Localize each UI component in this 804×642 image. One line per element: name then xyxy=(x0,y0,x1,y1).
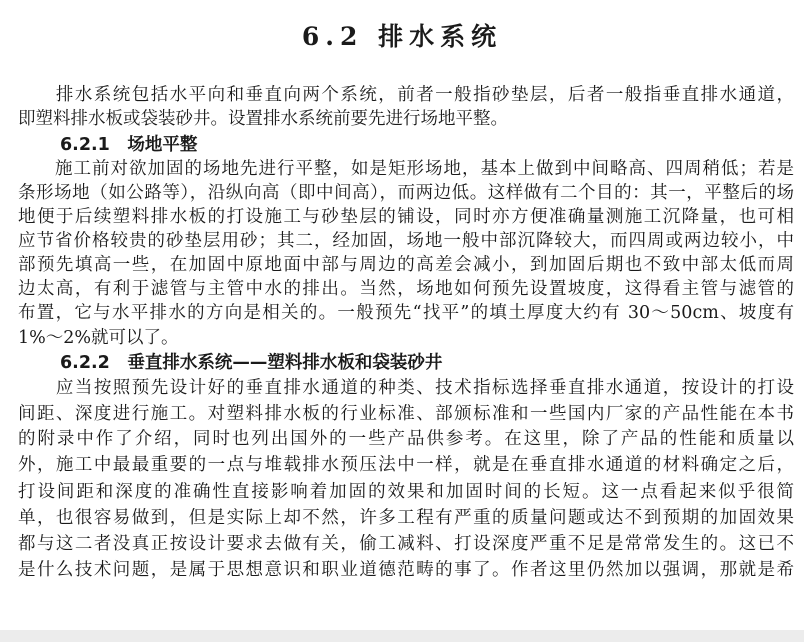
paragraph-line: 的附录中作了介绍，同时也列出国外的一些产品供参考。在这里，除了产品的性能和质量以 xyxy=(18,429,794,449)
paragraph-line: 即塑料排水板或袋装砂井。设置排水系统前要先进行场地平整。 xyxy=(18,109,508,129)
paragraph-line: 应当按照预先设计好的垂直排水通道的种类、技术指标选择垂直排水通道，按设计的打设 xyxy=(18,378,794,398)
paragraph-line: 排水系统包括水平向和垂直向两个系统，前者一般指砂垫层，后者一般指垂直排水通道， xyxy=(18,85,794,105)
paragraph-line: 布置，它与水平排水的方向是相关的。一般预先“找平”的填土厚度大约有 30～50cm、坡度有 xyxy=(18,303,794,323)
paragraph-line: 地便于后续塑料排水板的打设施工与砂垫层的铺设，同时亦方便准确量测施工沉降量，也可相 xyxy=(18,207,794,227)
section-title: 6.2 排水系统 xyxy=(301,22,503,51)
subsection-heading: 6.2.1 场地平整 xyxy=(60,135,198,155)
paragraph-line: 施工前对欲加固的场地先进行平整，如是矩形场地，基本上做到中间略高、四周稍低；若是 xyxy=(18,159,794,179)
paragraph-line: 边太高，有利于滤管与主管中水的排出。当然，场地如何预先设置坡度，这得看主管与滤管的 xyxy=(18,279,794,299)
paragraph-line: 都与这二者没真正按设计要求去做有关，偷工减料、打设深度严重不足是常常发生的。这已不 xyxy=(18,534,794,554)
paragraph-line: 是什么技术问题，是属于思想意识和职业道德范畴的事了。作者这里仍然加以强调，那就是希 xyxy=(18,560,794,580)
paragraph-line: 1%～2%就可以了。 xyxy=(18,328,179,348)
paragraph-line: 打设间距和深度的准确性直接影响着加固的效果和加固时间的长短。这一点看起来似乎很简 xyxy=(18,482,794,502)
paragraph-line: 外，施工中最最重要的一点与堆载排水预压法中一样，就是在垂直排水通道的材料确定之后， xyxy=(18,455,794,475)
subsection-heading: 6.2.2 垂直排水系统——塑料排水板和袋装砂井 xyxy=(60,353,443,373)
page-bottom-edge xyxy=(0,630,804,642)
paragraph-line: 应节省价格较贵的砂垫层用砂；其二，经加固，场地一般中部沉降较大，而四周或两边较小，中 xyxy=(18,231,794,251)
paragraph-line: 条形场地（如公路等），沿纵向高（即中间高），而两边低。这样做有二个目的：其一，平整后的场 xyxy=(18,183,794,203)
paragraph-line: 单，也很容易做到，但是实际上却不然，许多工程有严重的质量问题或达不到预期的加固效果 xyxy=(18,508,794,528)
paragraph-line: 部预先填高一些，在加固中原地面中部与周边的高差会减小，到加固后期也不致中部太低而周 xyxy=(18,255,794,275)
paragraph-line: 间距、深度进行施工。对塑料排水板的行业标准、部颁标准和一些国内厂家的产品性能在本书 xyxy=(18,404,794,424)
